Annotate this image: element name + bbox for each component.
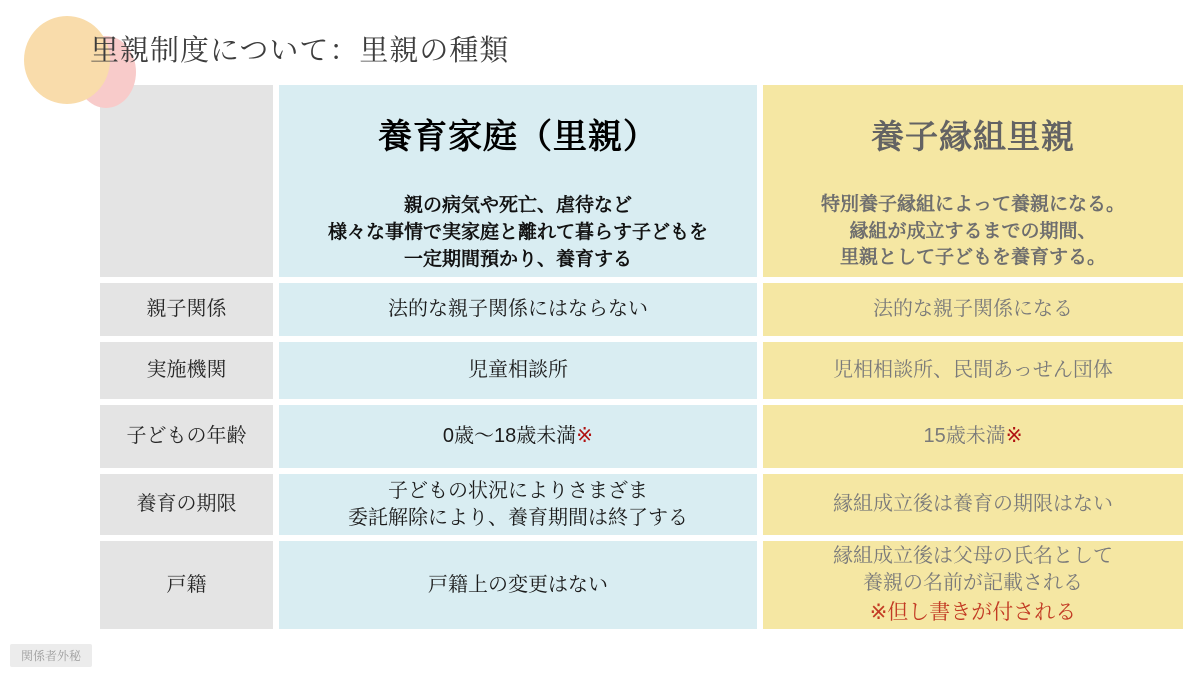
cell-adoption-foster-child-age (763, 405, 1183, 468)
cell-text: 児相相談所、民間あっせん団体 (833, 359, 1113, 381)
confidential-badge: 関係者外秘 (10, 644, 92, 667)
cell-text: 法的な親子関係にはならない (388, 298, 648, 320)
subtitle-line: 特別養子縁組によって養親になる。 (820, 193, 1125, 215)
row-label-parent-child-relation: 親子関係 (100, 283, 273, 336)
column-subtitle-adoption-foster (821, 192, 1125, 273)
comparison-table (100, 85, 1183, 629)
column-header-adoption-foster (763, 85, 1183, 277)
cell-text: 法的な親子関係になる (873, 298, 1073, 320)
subtitle-line: 一定期間預かり、養育する (403, 248, 632, 270)
cell-text: 縁組成立後は養育の期限はない (833, 493, 1113, 515)
cell-adoption-foster-care-period (763, 474, 1183, 535)
cell-foster-family-child-age (279, 405, 757, 468)
cell-text: 児童相談所 (468, 359, 568, 381)
cell-text (443, 423, 593, 450)
column-title-adoption-foster: 養子縁組里親 (871, 118, 1075, 155)
column-subtitle-foster-family (328, 193, 708, 274)
cell-text-red-note: ※但し書きが付される (869, 600, 1077, 624)
cell-foster-family-care-period (279, 474, 757, 535)
subtitle-line: 親の病気や死亡、虐待など (403, 194, 632, 216)
asterisk-mark: ※ (1005, 425, 1023, 447)
column-title-foster-family: 養育家庭（里親） (378, 118, 658, 156)
asterisk-mark: ※ (576, 425, 594, 447)
cell-foster-family-family-register (279, 541, 757, 629)
cell-adoption-foster-family-register (763, 541, 1183, 629)
cell-text-main: 15歳未満 (923, 425, 1006, 447)
cell-text (923, 423, 1022, 450)
subtitle-line: 縁組が成立するまでの期間、 (849, 220, 1097, 242)
row-label-family-register: 戸籍 (100, 541, 273, 629)
cell-text: 縁組成立後は父母の氏名として (833, 544, 1113, 567)
row-label-care-period: 養育の期限 (100, 474, 273, 535)
cell-text: 養親の名前が記載される (863, 571, 1083, 594)
column-header-foster-family (279, 85, 757, 277)
row-label-implementing-agency: 実施機関 (100, 342, 273, 399)
cell-text: 子どもの状況によりさまざま (388, 479, 648, 502)
page-title: 里親制度について：里親の種類 (90, 35, 510, 67)
cell-text: 戸籍上の変更はない (428, 573, 608, 596)
subtitle-line: 様々な事情で実家庭と離れて暮らす子どもを (327, 221, 708, 243)
row-label-child-age: 子どもの年齢 (100, 405, 273, 468)
cell-foster-family-implementing-agency (279, 342, 757, 399)
cell-text-main: 0歳～18歳未満 (442, 425, 577, 447)
table-corner-cell (100, 85, 273, 277)
cell-adoption-foster-implementing-agency (763, 342, 1183, 399)
cell-adoption-foster-parent-child-relation (763, 283, 1183, 336)
subtitle-line: 里親として子どもを養育する。 (839, 247, 1106, 269)
cell-foster-family-parent-child-relation (279, 283, 757, 336)
cell-text: 委託解除により、養育期間は終了する (348, 506, 688, 529)
